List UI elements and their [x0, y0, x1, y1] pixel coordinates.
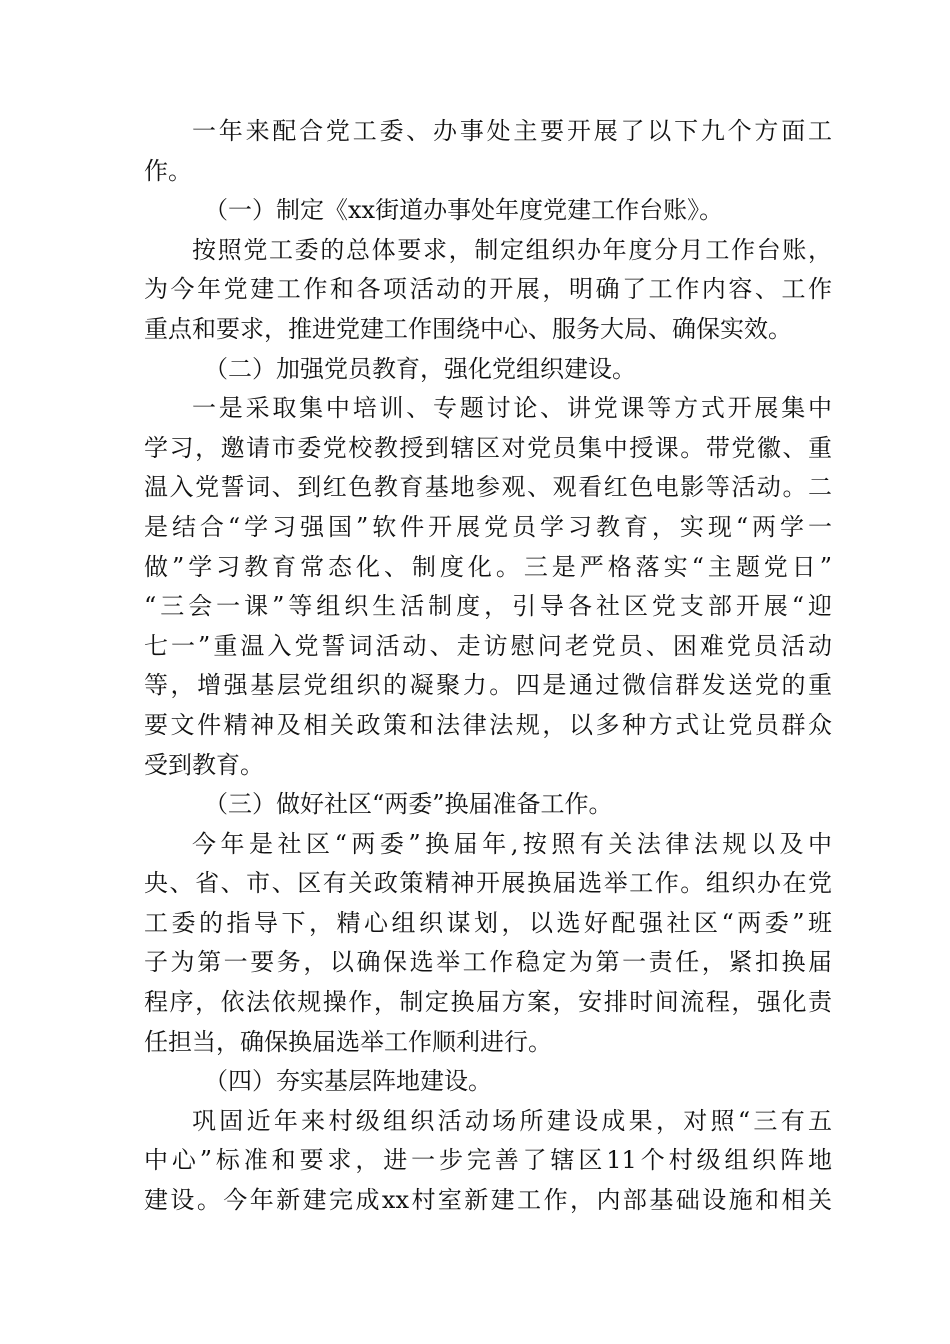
body-text-line: 学习，邀请市委党校教授到辖区对党员集中授课。带党徽、重 — [144, 433, 832, 462]
paragraph-first-line: 一年来配合党工委、办事处主要开展了以下九个方面工 — [192, 117, 832, 145]
body-text-line: 做”学习教育常态化、制度化。三是严格落实“主题党日” — [144, 552, 832, 581]
body-text-line: “三会一课”等组织生活制度，引导各社区党支部开展“迎 — [144, 592, 832, 621]
body-text-line: 工委的指导下，精心组织谋划，以选好配强社区“两委”班 — [144, 908, 832, 937]
body-text-line: 子为第一要务，以确保选举工作稳定为第一责任，紧扣换届 — [144, 948, 832, 977]
section-heading: （二）加强党员教育，强化党组织建设。 — [204, 354, 636, 383]
paragraph-first-line: 巩固近年来村级组织活动场所建设成果，对照“三有五 — [192, 1106, 832, 1135]
document-page — [144, 112, 832, 1221]
paragraph-first-line: 一是采取集中培训、专题讨论、讲党课等方式开展集中 — [192, 394, 832, 423]
body-text-line: 建设。今年新建完成xx村室新建工作，内部基础设施和相关 — [144, 1186, 832, 1215]
paragraph-first-line: 按照党工委的总体要求，制定组织办年度分月工作台账， — [192, 235, 832, 264]
paragraph-last-line: 作。 — [144, 156, 192, 185]
paragraph-last-line: 受到教育。 — [144, 750, 264, 779]
body-text-line: 为今年党建工作和各项活动的开展，明确了工作内容、工作 — [144, 275, 832, 304]
body-text-line: 温入党誓词、到红色教育基地参观、观看红色电影等活动。二 — [144, 473, 832, 502]
body-text-line: 程序，依法依规操作，制定换届方案，安排时间流程，强化责 — [144, 988, 832, 1017]
paragraph-last-line: 任担当，确保换届选举工作顺利进行。 — [144, 1027, 552, 1056]
section-heading: （四）夯实基层阵地建设。 — [204, 1067, 492, 1096]
body-text-line: 央、省、市、区有关政策精神开展换届选举工作。组织办在党 — [144, 869, 832, 898]
section-heading: （一）制定《xx街道办事处年度党建工作台账》。 — [204, 196, 724, 225]
section-heading: （三）做好社区“两委”换届准备工作。 — [204, 790, 613, 819]
paragraph-last-line: 重点和要求，推进党建工作围绕中心、服务大局、确保实效。 — [144, 314, 792, 343]
body-text-line: 要文件精神及相关政策和法律法规，以多种方式让党员群众 — [144, 710, 832, 739]
body-text-line: 等，增强基层党组织的凝聚力。四是通过微信群发送党的重 — [144, 671, 832, 700]
paragraph-first-line: 今年是社区“两委”换届年,按照有关法律法规以及中 — [192, 829, 832, 858]
body-text-line: 中心”标准和要求，进一步完善了辖区11个村级组织阵地 — [144, 1146, 832, 1175]
body-text-line: 七一”重温入党誓词活动、走访慰问老党员、困难党员活动 — [144, 631, 832, 660]
body-text-line: 是结合“学习强国”软件开展党员学习教育，实现“两学一 — [144, 512, 832, 541]
